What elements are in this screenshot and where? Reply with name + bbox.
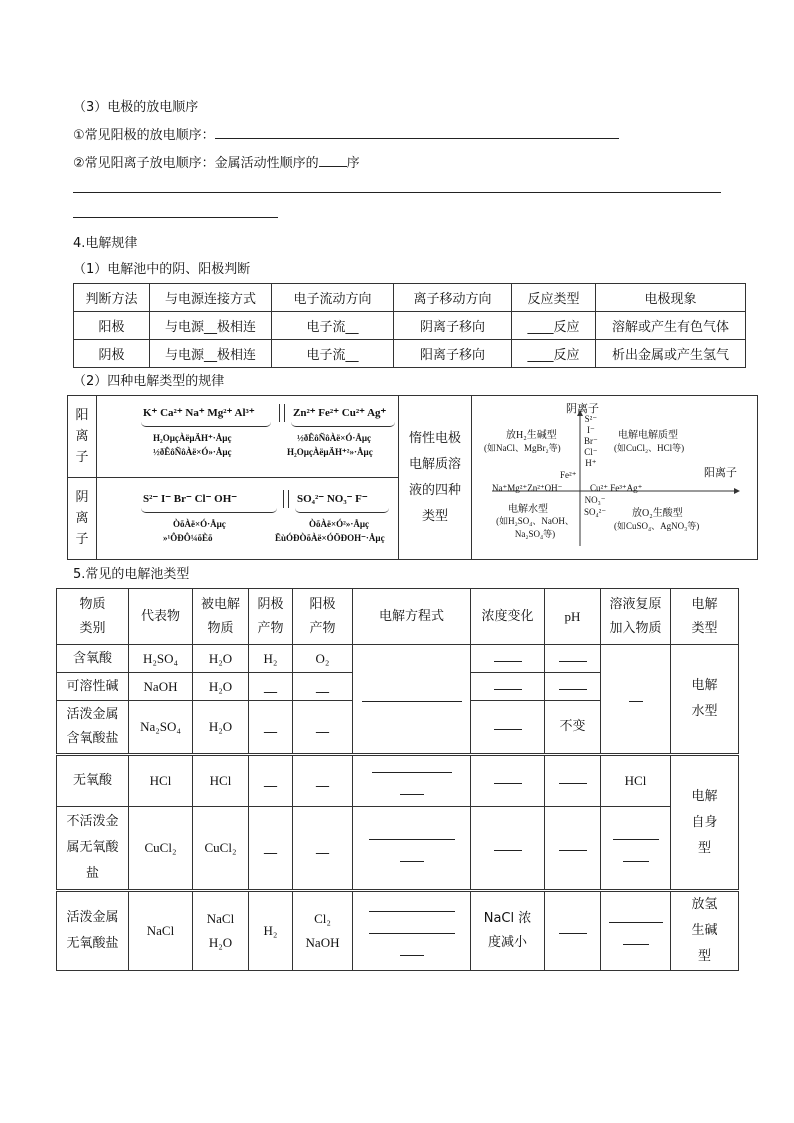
representative-cell: CuCl₂ [129,807,193,891]
header-cell: 电子流动方向 [272,284,394,312]
q3-example: (如H₂SO₄、NaOH、Na₂SO₄等) [496,516,574,539]
cathode-product-cell: __ [249,807,293,891]
electrolyzed-cell: NaCl H₂O [193,891,249,971]
fe-ion-label: Fe²⁺ [560,470,577,480]
anode-product-cell: O₂ [293,645,353,673]
restore-cell [601,645,671,755]
table-cell: 阳极 [74,312,150,340]
q4-title: 放O₂生酸型 [632,508,683,519]
table-row [57,755,739,807]
type-cell: 放氢生碱型 [671,891,739,971]
table-row [57,891,739,971]
header-cell: pH [545,589,601,645]
answer-blank [609,911,663,923]
x-axis-label: 阳离子 [704,467,737,479]
header-cell: 溶液复原加入物质 [601,589,671,645]
answer-blank [559,650,587,662]
table-row [57,645,739,673]
section3-title: （3）电极的放电顺序 [73,100,199,115]
ph-cell [545,673,601,701]
cations-right: Zn²⁺ Fe²⁺ Cu²⁺ Ag⁺ [293,407,387,419]
electrolysis-types-table [56,588,739,971]
table-cell: ____反应 [512,340,596,368]
category-cell: 含氧酸 [57,645,129,673]
cathode-product-cell: __ [249,701,293,755]
cations-left: K⁺ Ca²⁺ Na⁺ Mg²⁺ Al³⁺ [143,407,255,419]
electrolyzed-cell: HCl [193,755,249,807]
concentration-cell [471,755,545,807]
concentration-cell: NaCl 浓度减小 [471,891,545,971]
middle-label-cell [399,396,472,560]
answer-blank [559,678,587,690]
anion-note: »¹ÔÐÔ¼õÈõ [163,533,213,543]
cation-note: ½ðÊôÑôÀë×Ó»·Åµç [153,447,232,457]
brace-mark [141,508,277,513]
anion-note: ÒõÀë×Ó·Åµç [173,519,226,529]
anion-note: ËùÓÐÒõÀë×ÓÖÐOH⁻·Åµç [275,533,385,543]
ph-cell [545,645,601,673]
four-types-table [67,395,758,560]
ph-cell [545,807,601,891]
answer-blank [559,922,587,934]
table-cell: 阴极 [74,340,150,368]
anode-order-label: ①常见阳极的放电顺序： [73,128,215,143]
answer-blank [372,761,452,773]
answer-blank [613,828,659,840]
answer-blank [559,772,587,784]
header-cell: 代表物 [129,589,193,645]
cation-order-label: ②常见阳离子放电顺序：金属活动性顺序的 [73,156,319,171]
cathode-product-cell: __ [249,755,293,807]
anion-order-cell [97,478,399,560]
ph-cell: 不变 [545,701,601,755]
section5-title: 5.常见的电解池类型 [73,567,190,582]
electrode-judgment-table [73,283,746,368]
answer-blank [494,678,522,690]
header-cell: 与电源连接方式 [150,284,272,312]
table-cell: 析出金属或产生氢气 [596,340,746,368]
middle-label: 惰性电极电解质溶液的四种类型 [408,430,461,524]
x-axis-arrow-icon [734,488,740,494]
header-cell: 判断方法 [74,284,150,312]
table-cell: 电子流__ [272,312,394,340]
header-cell: 电解方程式 [353,589,471,645]
representative-cell: NaCl [129,891,193,971]
answer-blank [623,933,649,945]
type-cell: 电解水型 [671,645,739,755]
anode-product-cell: Cl₂ NaOH [293,891,353,971]
category-cell: 无氧酸 [57,755,129,807]
x-right-ions: Cu²⁺ Fe³⁺Ag⁺ [590,483,643,493]
anion-note: ÒõÀë×Ó²»·Åµç [309,519,370,529]
q1-title: 电解电解质型 [618,430,678,441]
header-cell: 电极现象 [596,284,746,312]
anions-left: S²⁻ I⁻ Br⁻ Cl⁻ OH⁻ [143,493,238,505]
answer-line [73,217,278,218]
type-cell: 电解自身型 [671,755,739,891]
concentration-cell [471,701,545,755]
diagram-cell [472,396,758,560]
equation-cell [353,755,471,807]
header-cell: 被电解物质 [193,589,249,645]
concentration-cell [471,673,545,701]
table-cell: 与电源__极相连 [150,340,272,368]
cation-note: H₂OµçÀëµÄH⁺²»·Åµç [287,447,373,457]
table-header-row [57,589,739,645]
electrolyzed-cell: H₂O [193,673,249,701]
answer-blank [319,155,347,167]
anode-product-cell: __ [293,701,353,755]
table-cell: ____反应 [512,312,596,340]
divider-mark [283,490,289,508]
divider-mark [279,404,285,422]
restore-cell: HCl [601,755,671,807]
answer-blank [215,127,619,139]
x-left-ions: Na⁺Mg²⁺Zn²⁺OH⁻ [492,483,563,493]
restore-cell [601,807,671,891]
table2-caption: （2）四种电解类型的规律 [73,374,225,389]
equation-cell [353,807,471,891]
header-cell: 反应类型 [512,284,596,312]
answer-blank [400,944,424,956]
concentration-cell [471,645,545,673]
answer-blank [369,922,455,934]
representative-cell: NaOH [129,673,193,701]
anode-order-line [73,124,619,143]
restore-cell [601,891,671,971]
header-cell: 离子移动方向 [394,284,512,312]
answer-blank [494,839,522,851]
answer-blank [559,839,587,851]
category-cell: 可溶性碱 [57,673,129,701]
equation-cell [353,645,471,755]
category-cell: 不活泼金属无氧酸盐 [57,807,129,891]
brace-mark [141,422,271,427]
table-cell: 与电源__极相连 [150,312,272,340]
y-axis-label: 阴离子 [566,403,599,415]
anode-product-cell: __ [293,807,353,891]
table-cell: 电子流__ [272,340,394,368]
y-down-ions: NO₃⁻ SO₄²⁻ [584,495,607,517]
table-row [74,340,746,368]
answer-blank [362,690,462,702]
brace-mark [295,508,389,513]
electrolyzed-cell: H₂O [193,645,249,673]
answer-blank [369,828,455,840]
y-up-ions: S²⁻ I⁻ Br⁻ Cl⁻ H⁺ [584,414,598,468]
cathode-product-cell: H₂ [249,891,293,971]
table-cell: 溶解或产生有色气体 [596,312,746,340]
table1-caption: （1）电解池中的阴、阳极判断 [73,262,251,277]
cathode-product-cell: H₂ [249,645,293,673]
concentration-cell [471,807,545,891]
category-cell: 活泼金属无氧酸盐 [57,891,129,971]
anion-row-label: 阴离子 [68,478,97,560]
anode-product-cell: __ [293,673,353,701]
answer-blank [494,718,522,730]
q2-example: (如NaCl、MgBr₂等) [484,443,561,453]
ph-cell [545,891,601,971]
answer-blank [400,783,424,795]
table-row [74,312,746,340]
header-cell: 浓度变化 [471,589,545,645]
electrolyzed-cell: CuCl₂ [193,807,249,891]
cation-order-cell [97,396,399,478]
representative-cell: HCl [129,755,193,807]
header-cell: 阳极产物 [293,589,353,645]
representative-cell: H₂SO₄ [129,645,193,673]
answer-blank [494,772,522,784]
table-cell: 阴离子移向 [394,312,512,340]
header-cell: 物质类别 [57,589,129,645]
q1-example: (如CuCl₂、HCl等) [614,443,685,453]
equation-cell [353,891,471,971]
cation-order-line [73,152,360,171]
cation-row-label: 阳离子 [68,396,97,478]
table-cell: 阳离子移向 [394,340,512,368]
header-cell: 阴极产物 [249,589,293,645]
q3-title: 电解水型 [508,504,548,515]
header-cell: 电解类型 [671,589,739,645]
answer-blank [369,900,455,912]
cathode-product-cell: __ [249,673,293,701]
q4-example: (如CuSO₄、AgNO₃等) [614,521,700,531]
answer-blank [494,650,522,662]
q2-title: 放H₂生碱型 [506,430,557,441]
answer-blank [623,850,649,862]
cation-note: H₂OµçÀëµÄH⁺·Åµç [153,433,232,443]
answer-line [73,192,721,193]
section4-title: 4.电解规律 [73,236,138,251]
answer-blank [400,850,424,862]
answer-blank [629,690,643,702]
anode-product-cell: __ [293,755,353,807]
representative-cell: Na₂SO₄ [129,701,193,755]
cation-order-suffix: 序 [346,156,360,171]
brace-mark [291,422,395,427]
table-row [57,807,739,891]
category-cell: 活泼金属含氧酸盐 [57,701,129,755]
anions-right: SO₄²⁻ NO₃⁻ F⁻ [297,493,368,505]
cation-note: ½ðÊôÑôÀë×Ó·Åµç [297,433,372,443]
electrolyzed-cell: H₂O [193,701,249,755]
ph-cell [545,755,601,807]
table-header-row [74,284,746,312]
